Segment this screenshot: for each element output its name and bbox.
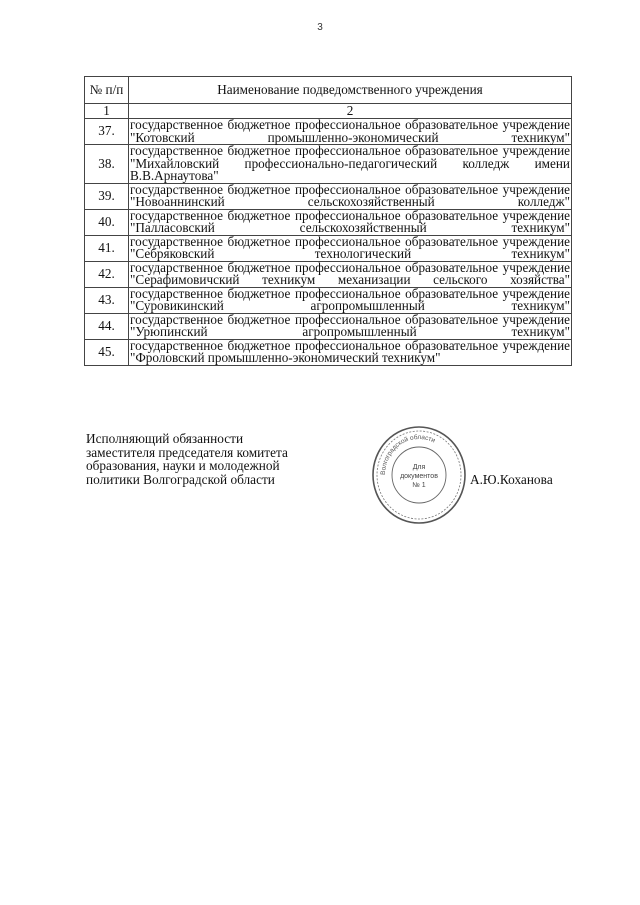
- row-number: 40.: [85, 209, 129, 235]
- institution-name: государственное бюджетное профессиональное образовательное учреждение "Фроловский промышленно-экономический техникум": [130, 337, 570, 365]
- row-number: 42.: [85, 261, 129, 287]
- institution-name: государственное бюджетное профессиональное образовательное учреждение "Палласовский сельскохозяйственный техникум": [130, 207, 570, 235]
- table-row: [85, 235, 572, 261]
- table-row: [85, 183, 572, 209]
- institutions-table: [84, 76, 572, 366]
- table-header-row: [85, 77, 572, 104]
- table-row: [85, 287, 572, 313]
- column-number-1: 1: [85, 104, 129, 119]
- row-number: 39.: [85, 183, 129, 209]
- row-number: 44.: [85, 313, 129, 339]
- signature-title-line: образования, науки и молодежной: [86, 458, 280, 474]
- row-number: 45.: [85, 339, 129, 365]
- institution-name: государственное бюджетное профессиональное образовательное учреждение "Себряковский технологический техникум": [130, 233, 570, 261]
- seal-ring-text: Волгоградской области: [379, 434, 437, 476]
- column-number-2: 2: [129, 104, 572, 119]
- institution-name: государственное бюджетное профессиональное образовательное учреждение "Новоаннинский сельскохозяйственный колледж": [130, 181, 570, 209]
- header-number: № п/п: [85, 77, 129, 104]
- institution-name: государственное бюджетное профессиональное образовательное учреждение "Суровикинский агропромышленный техникум": [130, 285, 570, 313]
- row-number: 37.: [85, 119, 129, 145]
- institution-name: государственное бюджетное профессиональное образовательное учреждение "Михайловский профессионально-педагогический колледж имени В.В.Арнаутова": [130, 143, 570, 183]
- institution-name: государственное бюджетное профессиональное образовательное учреждение "Котовский промышленно-экономический техникум": [130, 117, 570, 145]
- header-institution-name: Наименование подведомственного учреждения: [129, 77, 572, 104]
- institution-name: государственное бюджетное профессиональное образовательное учреждение "Серафимовичский техникум механизации сельского хозяйства": [130, 259, 570, 287]
- signature-title-line: политики Волгоградской области: [86, 471, 275, 487]
- row-number: 38.: [85, 145, 129, 184]
- table-row: [85, 119, 572, 145]
- signature-title-line: заместителя председателя комитета: [86, 444, 288, 460]
- table-row: [85, 209, 572, 235]
- row-number: 43.: [85, 287, 129, 313]
- signature-title-line: Исполняющий обязанности: [86, 431, 244, 446]
- signer-name: А.Ю.Кохановa: [470, 472, 553, 487]
- official-seal: [371, 425, 467, 525]
- table-row: [85, 145, 572, 184]
- seal-line-3: № 1: [412, 482, 426, 489]
- institution-name: государственное бюджетное профессиональное образовательное учреждение "Урюпинский агропромышленный техникум": [130, 311, 570, 339]
- seal-line-2: документов: [400, 473, 438, 480]
- table-row: [85, 313, 572, 339]
- seal-line-1: Для: [412, 464, 426, 471]
- row-number: 41.: [85, 235, 129, 261]
- table-row: [85, 261, 572, 287]
- table-row: [85, 339, 572, 365]
- signature-block: [86, 432, 288, 486]
- page-number: 3: [317, 22, 323, 33]
